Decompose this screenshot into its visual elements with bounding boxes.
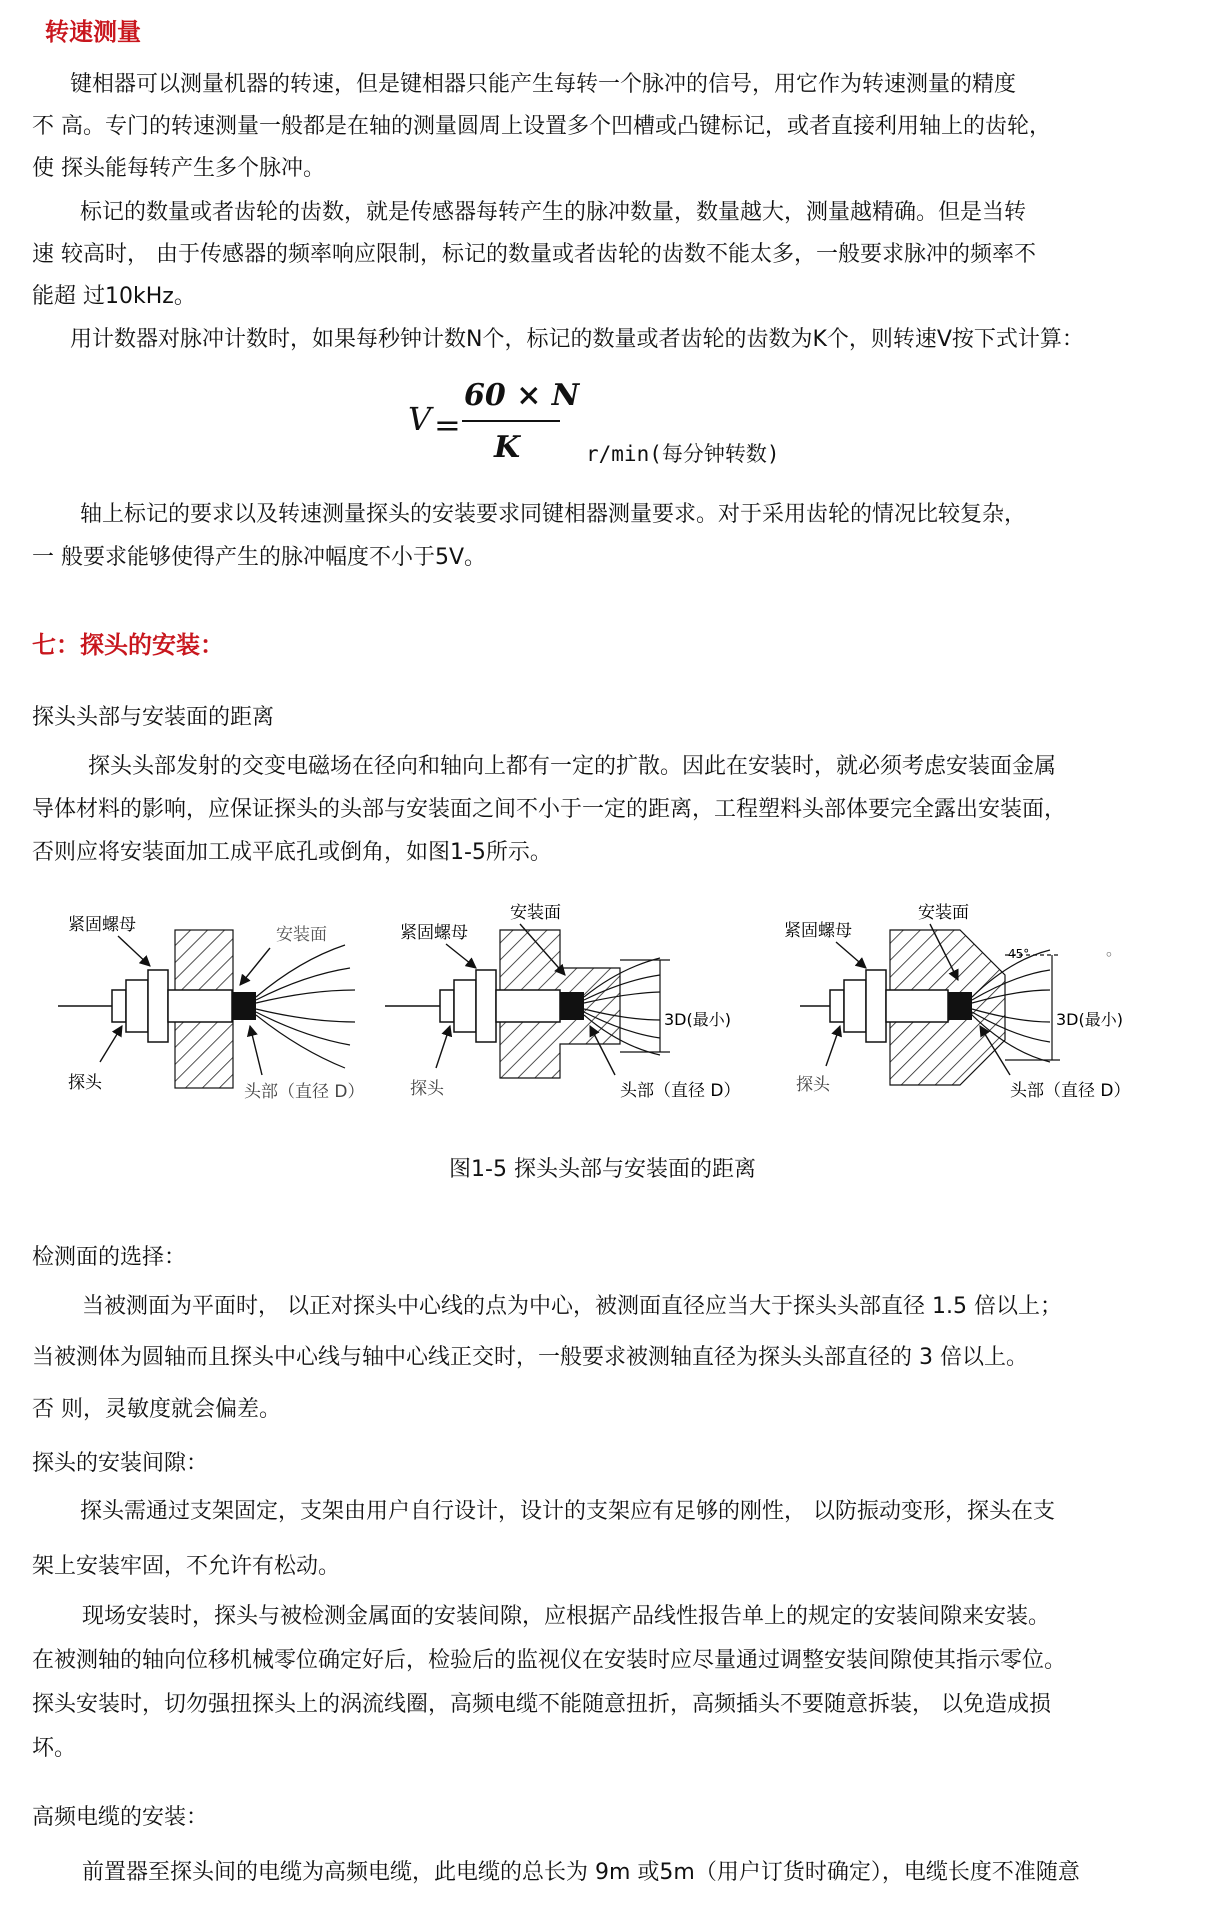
paragraph-line: 当被测面为平面时， 以正对探头中心线的点为中心，被测面直径应当大于探头头部直径 1.5 倍以上； xyxy=(82,1294,1062,1319)
paragraph-line: 探头需通过支架固定，支架由用户自行设计，设计的支架应有足够的刚性， 以防振动变形，探头在支 xyxy=(80,1499,1055,1524)
label-probe: 探头 xyxy=(68,1073,102,1093)
paragraph-line: 标记的数量或者齿轮的齿数，就是传感器每转产生的脉冲数量，数量越大，测量越精确。但是当转 xyxy=(80,200,1027,225)
paragraph-line: 现场安装时，探头与被检测金属面的安装间隙，应根据产品线性报告单上的规定的安装间隙来安装。 xyxy=(82,1604,1051,1629)
formula-numerator: 60 × N xyxy=(464,378,580,413)
label-nut: 紧固螺母 xyxy=(784,921,852,941)
paragraph-line: 不 高。专门的转速测量一般都是在轴的测量圆周上设置多个凹槽或凸键标记，或者直接利用轴上的齿轮， xyxy=(32,114,1051,139)
label-head: 头部（直径 D） xyxy=(1010,1081,1131,1101)
paragraph-line: 否 则，灵敏度就会偏差。 xyxy=(32,1397,281,1422)
paragraph-line: 轴上标记的要求以及转速测量探头的安装要求同键相器测量要求。对于采用齿轮的情况比较复杂， xyxy=(80,502,1027,527)
label-dimension: 3D(最小) xyxy=(1056,1010,1123,1029)
formula-equals: = xyxy=(434,406,461,444)
probe-head xyxy=(560,992,584,1020)
label-surface: 安装面 xyxy=(918,903,969,923)
label-probe: 探头 xyxy=(796,1075,830,1095)
paragraph-line: 前置器至探头间的电缆为高频电缆，此电缆的总长为 9m 或5m（用户订货时确定），电缆长度不准随意 xyxy=(82,1860,1080,1885)
probe-head xyxy=(948,992,972,1020)
formula-unit: r/min(每分钟转数) xyxy=(586,442,780,466)
formula-lhs: V xyxy=(408,400,432,438)
subheading-detection-surface: 检测面的选择： xyxy=(32,1245,187,1270)
probe-head xyxy=(232,992,256,1020)
paragraph-line: 用计数器对脉冲计数时，如果每秒钟计数N个，标记的数量或者齿轮的齿数为K个，则转速V按下式计算： xyxy=(70,327,1084,352)
paragraph-line: 能超 过10kHz。 xyxy=(32,284,196,309)
paragraph-line: 一 般要求能够使得产生的脉冲幅度不小于5V。 xyxy=(32,545,487,570)
paragraph-line: 架上安装牢固，不允许有松动。 xyxy=(32,1554,341,1579)
label-head: 头部（直径 D） xyxy=(244,1082,365,1102)
paragraph-line: 探头安装时，切勿强扭探头上的涡流线圈，高频电缆不能随意扭折，高频插头不要随意拆装， 以免造成损 xyxy=(32,1692,1051,1717)
label-head: 头部（直径 D） xyxy=(620,1081,741,1101)
label-surface: 安装面 xyxy=(510,903,561,923)
diagram-2 xyxy=(385,903,741,1101)
formula-denominator: K xyxy=(494,430,521,465)
paragraph-line: 导体材料的影响，应保证探头的头部与安装面之间不小于一定的距离，工程塑料头部体要完全露出安装面， xyxy=(32,797,1067,822)
label-nut: 紧固螺母 xyxy=(68,915,136,935)
nut xyxy=(866,970,886,1042)
nut xyxy=(476,970,496,1042)
label-probe: 探头 xyxy=(410,1079,444,1099)
section-heading-speed: 转速测量 xyxy=(45,18,141,46)
label-nut: 紧固螺母 xyxy=(400,923,468,943)
section-heading-install: 七：探头的安装： xyxy=(32,631,224,659)
label-surface: 安装面 xyxy=(276,925,327,945)
subheading-distance: 探头头部与安装面的距离 xyxy=(32,705,275,730)
label-dimension: 3D(最小) xyxy=(664,1010,731,1029)
paragraph-line: 坏。 xyxy=(32,1736,77,1761)
subheading-gap: 探头的安装间隙： xyxy=(32,1451,209,1476)
nut xyxy=(148,970,168,1042)
diagram-1 xyxy=(58,915,365,1102)
paragraph-line: 当被测体为圆轴而且探头中心线与轴中心线正交时，一般要求被测轴直径为探头头部直径的 3 倍以上。 xyxy=(32,1345,1028,1370)
label-angle: 45° xyxy=(1008,947,1030,961)
figure-caption: 图1-5 探头头部与安装面的距离 xyxy=(449,1157,756,1182)
paragraph-line: 探头头部发射的交变电磁场在径向和轴向上都有一定的扩散。因此在安装时，就必须考虑安装面金属 xyxy=(88,754,1057,779)
paragraph-line: 在被测轴的轴向位移机械零位确定好后，检验后的监视仪在安装时应尽量通过调整安装间隙使其指示零位。 xyxy=(32,1648,1067,1673)
paragraph-line: 速 较高时， 由于传感器的频率响应限制，标记的数量或者齿轮的齿数不能太多，一般要求脉冲的频率不 xyxy=(32,242,1036,267)
paragraph-line: 键相器可以测量机器的转速，但是键相器只能产生每转一个脉冲的信号，用它作为转速测量的精度 xyxy=(70,72,1017,97)
paragraph-line: 否则应将安装面加工成平底孔或倒角，如图1-5所示。 xyxy=(32,840,552,865)
diagram-3 xyxy=(784,903,1131,1101)
paragraph-line: 使 探头能每转产生多个脉冲。 xyxy=(32,156,325,181)
label-mark: 。 xyxy=(1106,940,1123,959)
subheading-cable: 高频电缆的安装： xyxy=(32,1805,209,1830)
